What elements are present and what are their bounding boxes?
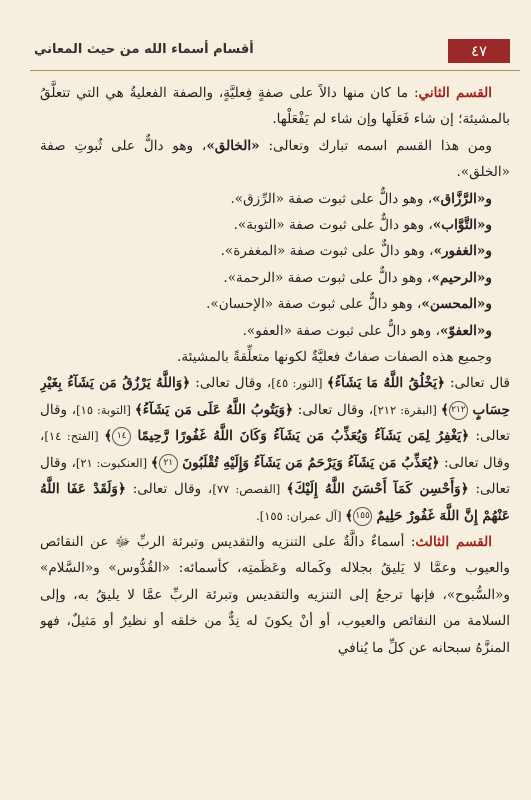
name-description: ، وهو دالٌّ على ثبوت صفة «التوبة».: [233, 217, 433, 234]
divine-name: «الرَّزَّاق»: [432, 190, 486, 207]
name-line: [40, 318, 510, 344]
ayah-number-marker: ١٥٥: [353, 507, 372, 526]
verse-intro: ، وقال تعالى:: [125, 481, 213, 498]
divine-name: «التَّوَّاب»: [432, 217, 486, 234]
name-prefix: و: [485, 269, 492, 286]
name-prefix: و: [485, 296, 492, 313]
quran-verse: ﴿يُعَذِّبُ مَن يَشَآءُ وَيَرْحَمُ مَن يَشَآءُ وَإِلَيْهِ تُقْلَبُونَ: [182, 454, 440, 471]
paragraph-section-three: [40, 529, 510, 661]
khaliq-text-after: ، وهو دالٌّ على ثُبوتِ صفة «الخلق».: [40, 137, 510, 181]
verse-intro: قال تعالى:: [444, 375, 510, 392]
ayah-number-marker: ١٤: [112, 427, 131, 446]
verse-intro: ، وقال تعالى:: [40, 428, 510, 471]
name-line: [40, 265, 510, 291]
running-title: أقسام أسماء الله من حيث المعاني: [34, 42, 254, 57]
divine-name: «العفوّ»: [440, 322, 486, 339]
name-description: ، وهو دالٌّ على ثبوت صفة «الإحسان».: [206, 296, 422, 313]
name-description: ، وهو دالٌّ على ثبوت صفة «العفو».: [242, 322, 441, 339]
ayah-number-marker: ٢١: [159, 454, 178, 473]
page-body: [40, 80, 510, 792]
verse-reference: [العنكبوت: ٢١]: [75, 455, 151, 470]
page-number: ٤٧: [448, 39, 510, 63]
name-description: ، وهو دالٌّ على ثبوت صفة «المغفرة».: [220, 243, 434, 260]
verse-intro: ، وقال تعالى:: [293, 401, 374, 418]
name-prefix: و: [485, 322, 492, 339]
paragraph-khaliq: [40, 133, 510, 186]
divine-name: «الغفور»: [433, 243, 486, 260]
verse-close-bracket: ﴾: [440, 401, 449, 418]
section-three-text: : أسماءٌ دالَّةٌ على التنزيه والتقديس وتبرئة الربِّ ﷻ عن النقائص والعيوب وعمَّا لا يَليقُ بجلاله وكَماله وعَظَمتِه، كأسمائه: «القُدُّوس» و«السَّلام» و«السُّبوح»، فإنها ترجعُ إلى التنزيه والتقديس وتبرئة الربِّ عمَّا لا يليقُ به، وإلى السلامة من النقائص والعيوب، أو أنْ يكونَ له نِدٌّ من خلقه أو نظيرٌ أو مَثيلٌ، فهو المنزَّهُ سبحانه عن كلِّ ما يُنافي: [40, 533, 510, 656]
verse-reference: [النور: ٤٥]: [271, 376, 327, 391]
name-description: ، وهو دالٌّ على ثبوت صفة «الرحمة».: [223, 269, 432, 286]
section-two-text: : ما كان منها دالاً على صفةٍ فِعليَّةٍ، والصفة الفعليةُ هي التي تتعلَّقُ بالمشيئة؛ إن شاء فَعَلَها وإن شاء لم يَفْعَلْها.: [40, 85, 510, 128]
khaliq-text-before: ومن هذا القسم اسمه تبارك وتعالى:: [259, 137, 492, 154]
name-line: [40, 186, 510, 212]
ayah-number-marker: ٢١٢: [449, 401, 468, 420]
quran-verse: ﴿وَاللَّهُ يَرْزُقُ مَن يَشَآءُ بِغَيْرِ حِسَابٍ: [40, 375, 510, 418]
divine-name: «المحسن»: [421, 296, 486, 313]
name-line: [40, 291, 510, 317]
verse-reference: [التوبة: ١٥]: [76, 402, 135, 417]
quran-verse: ﴿يَخْلُقُ اللَّهُ مَا يَشَآءُ﴾: [326, 375, 445, 392]
verse-reference: [القصص: ٧٧]: [212, 482, 287, 497]
quran-verse: ﴿يَغْفِرُ لِمَن يَشَآءُ وَيُعَذِّبُ مَن يَشَآءُ وَكَانَ اللَّهُ غَفُورًا رَّحِيمًا: [137, 428, 470, 445]
section-two-heading: القسم الثاني: [418, 85, 493, 101]
verse-close-bracket: ﴾: [104, 428, 113, 445]
verse-reference: [آل عمران: ١٥٥].: [256, 508, 346, 523]
paragraph-section-two: [40, 80, 510, 133]
quran-verse: ﴿وَأَحْسِن كَمَآ أَحْسَنَ اللَّهُ إِلَيْكَ﴾: [286, 481, 469, 498]
divine-name: «الرحيم»: [431, 269, 486, 286]
name-line: [40, 212, 510, 238]
summary-paragraph: وجميع هذه الصفات صفاتٌ فعليَّةٌ لكونها متعلِّقةً بالمشيئة.: [177, 349, 492, 366]
name-prefix: و: [485, 217, 492, 234]
verse-intro: ، وقال تعالى:: [40, 454, 510, 498]
verse-reference: [البقرة: ٢١٢]: [373, 402, 441, 417]
quran-verse: ﴿وَلَقَدْ عَفَا اللَّهُ عَنْهُمْ إِنَّ اللَّهَ غَفُورٌ حَلِيمٌ: [40, 481, 510, 524]
verses-paragraph: [40, 370, 510, 528]
quran-verse: ﴿وَيَتُوبُ اللَّهُ عَلَى مَن يَشَآءُ﴾: [134, 401, 294, 418]
section-three-heading: القسم الثالث: [415, 533, 493, 550]
name-prefix: و: [485, 243, 492, 260]
verse-close-bracket: ﴾: [150, 454, 159, 471]
verse-intro: ، وقال تعالى:: [190, 375, 272, 392]
verse-reference: [الفتح: ١٤]: [44, 429, 105, 444]
verse-intro: ، وقال تعالى:: [40, 401, 510, 445]
khaliq-name: «الخالق»: [206, 137, 260, 154]
name-prefix: و: [485, 190, 492, 207]
page-header: [30, 36, 520, 71]
name-line: [40, 238, 510, 264]
name-description: ، وهو دالٌّ على ثبوت صفة «الرِّزق».: [230, 190, 433, 207]
verse-close-bracket: ﴾: [345, 507, 354, 524]
